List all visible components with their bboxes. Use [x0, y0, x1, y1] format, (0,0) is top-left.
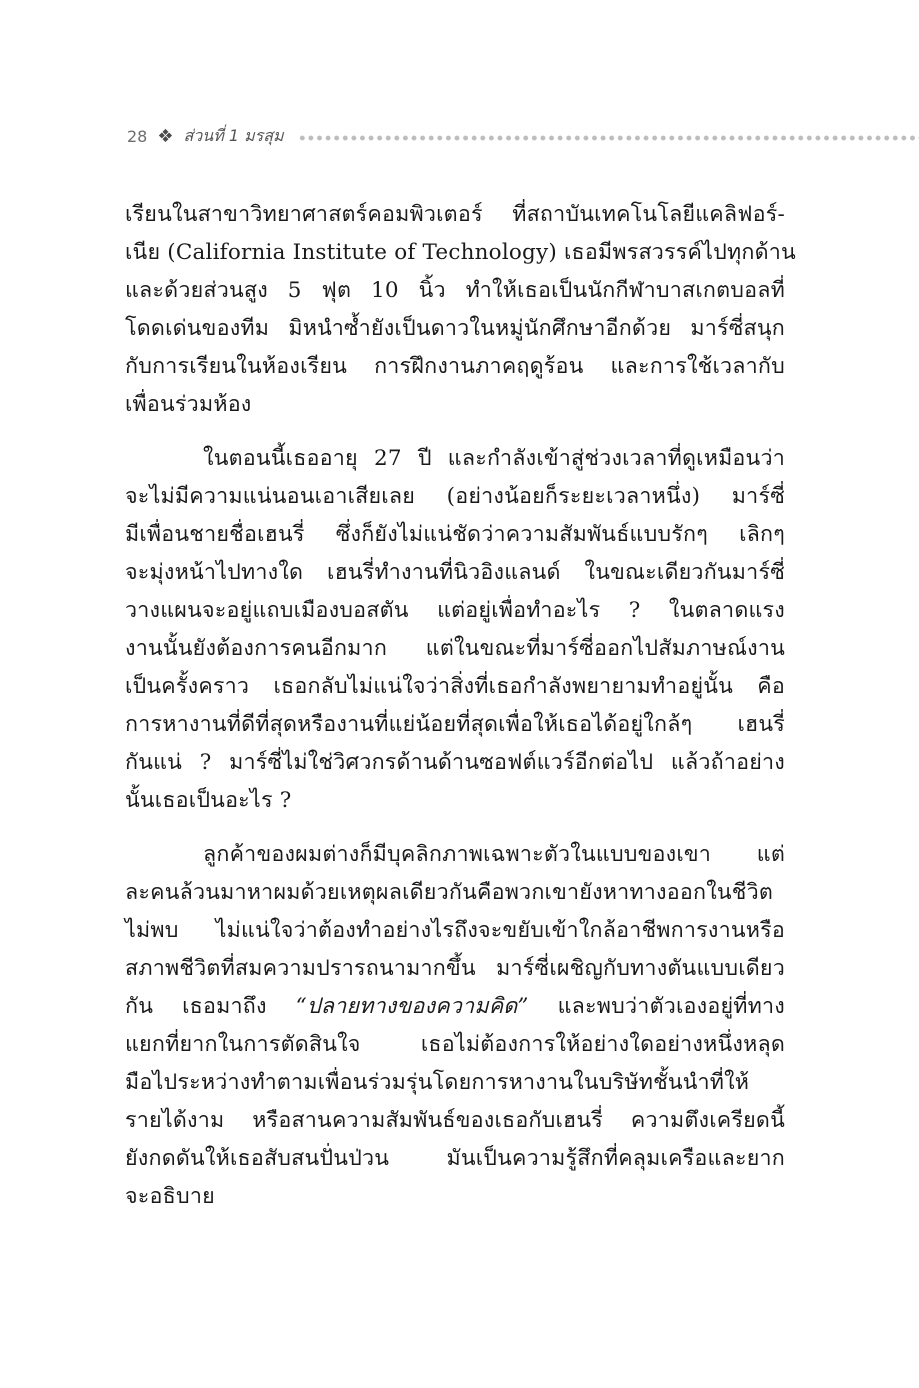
- text-line: จะไม่มีความแน่นอนเอาเสียเลย (อย่างน้อยก็ระยะเวลาหนึ่ง) มาร์ซี่: [125, 483, 785, 509]
- dot-leader: [298, 135, 919, 141]
- page-body: [125, 196, 796, 1231]
- text-line: ลูกค้าของผมต่างก็มีบุคลิกภาพเฉพาะตัวในแบบของเขา แต่: [203, 841, 785, 867]
- text-line: ละคนล้วนมาหาผมด้วยเหตุผลเดียวกันคือพวกเขายังหาทางออกในชีวิต: [125, 879, 774, 905]
- text-line: ยังกดดันให้เธอสับสนปั่นป่วน มันเป็นความรู้สึกที่คลุมเครือและยาก: [125, 1146, 785, 1172]
- text-line: วางแผนจะอยู่แถบเมืองบอสตัน แต่อยู่เพื่อทำอะไร ? ในตลาดแรง: [125, 597, 785, 623]
- text-line: เพื่อนร่วมห้อง: [125, 392, 252, 418]
- text-line: การหางานที่ดีที่สุดหรืองานที่แย่น้อยที่สุดเพื่อให้เธอได้อยู่ใกล้ๆ เฮนรี่: [125, 712, 785, 738]
- paragraph: [125, 836, 785, 1217]
- text-line: ไม่พบ ไม่แน่ใจว่าต้องทำอย่างไรถึงจะขยับเข้าใกล้อาชีพการงานหรือ: [125, 917, 785, 943]
- section-title: ส่วนที่ 1 มรสุม: [183, 125, 284, 145]
- diamond-ornament-icon: ❖: [157, 125, 174, 147]
- text-line: มือไประหว่างทำตามเพื่อนร่วมรุ่นโดยการหางานในบริษัทชั้นนำที่ให้: [125, 1070, 750, 1096]
- text-line: จะอธิบาย: [125, 1184, 215, 1210]
- text-line: งานนั้นยังต้องการคนอีกมาก แต่ในขณะที่มาร์ซี่ออกไปสัมภาษณ์งาน: [125, 636, 785, 662]
- text-line: เรียนในสาขาวิทยาศาสตร์คอมพิวเตอร์ ที่สถาบันเทคโนโลยีแคลิฟอร์-: [125, 202, 785, 227]
- text-line: สภาพชีวิตที่สมความปรารถนามากขึ้น มาร์ซี่เผชิญกับทางตันแบบเดียว: [125, 955, 785, 981]
- paragraph: [125, 440, 785, 821]
- text-line: กับการเรียนในห้องเรียน การฝึกงานภาคฤดูร้อน และการใช้เวลากับ: [125, 354, 785, 380]
- text-line: โดดเด่นของทีม มิหนำซ้ำยังเป็นดาวในหมู่นักศึกษาอีกด้วย มาร์ซี่สนุก: [125, 316, 785, 342]
- text-line: นั้นเธอเป็นอะไร ?: [125, 788, 292, 814]
- text-line: เป็นครั้งคราว เธอกลับไม่แน่ใจว่าสิ่งที่เธอกำลังพยายามทำอยู่นั้น คือ: [125, 674, 785, 700]
- text-segment: กัน เธอมาถึง: [125, 993, 267, 1019]
- paragraph: [125, 196, 796, 425]
- text-segment: และพบว่าตัวเองอยู่ที่ทาง: [528, 993, 785, 1019]
- text-line: มีเพื่อนชายชื่อเฮนรี่ ซึ่งก็ยังไม่แน่ชัดว่าความสัมพันธ์แบบรักๆ เลิกๆ: [125, 521, 785, 547]
- quoted-phrase: “ปลายทางของความคิด”: [295, 993, 529, 1019]
- text-line: กันแน่ ? มาร์ซี่ไม่ใช่วิศวกรด้านด้านซอฟต์แวร์อีกต่อไป แล้วถ้าอย่าง: [125, 750, 785, 776]
- text-line: จะมุ่งหน้าไปทางใด เฮนรี่ทำงานที่นิวอิงแลนด์ ในขณะเดียวกันมาร์ซี่: [125, 559, 785, 585]
- text-line: เนีย (California Institute of Technology) เธอมีพรสวรรค์ไปทุกด้าน: [125, 240, 796, 266]
- text-line: ในตอนนี้เธออายุ 27 ปี และกำลังเข้าสู่ช่วงเวลาที่ดูเหมือนว่า: [203, 445, 785, 471]
- running-header: [127, 123, 919, 149]
- text-line: รายได้งาม หรือสานความสัมพันธ์ของเธอกับเฮนรี่ ความตึงเครียดนี้: [125, 1108, 785, 1134]
- page-number: 28: [127, 126, 148, 146]
- text-line: แยกที่ยากในการตัดสินใจ เธอไม่ต้องการให้อย่างใดอย่างหนึ่งหลุด: [125, 1031, 785, 1057]
- text-line-with-quote: [125, 988, 785, 1026]
- text-line: และด้วยส่วนสูง 5 ฟุต 10 นิ้ว ทำให้เธอเป็นนักกีฬาบาสเกตบอลที่: [125, 278, 785, 304]
